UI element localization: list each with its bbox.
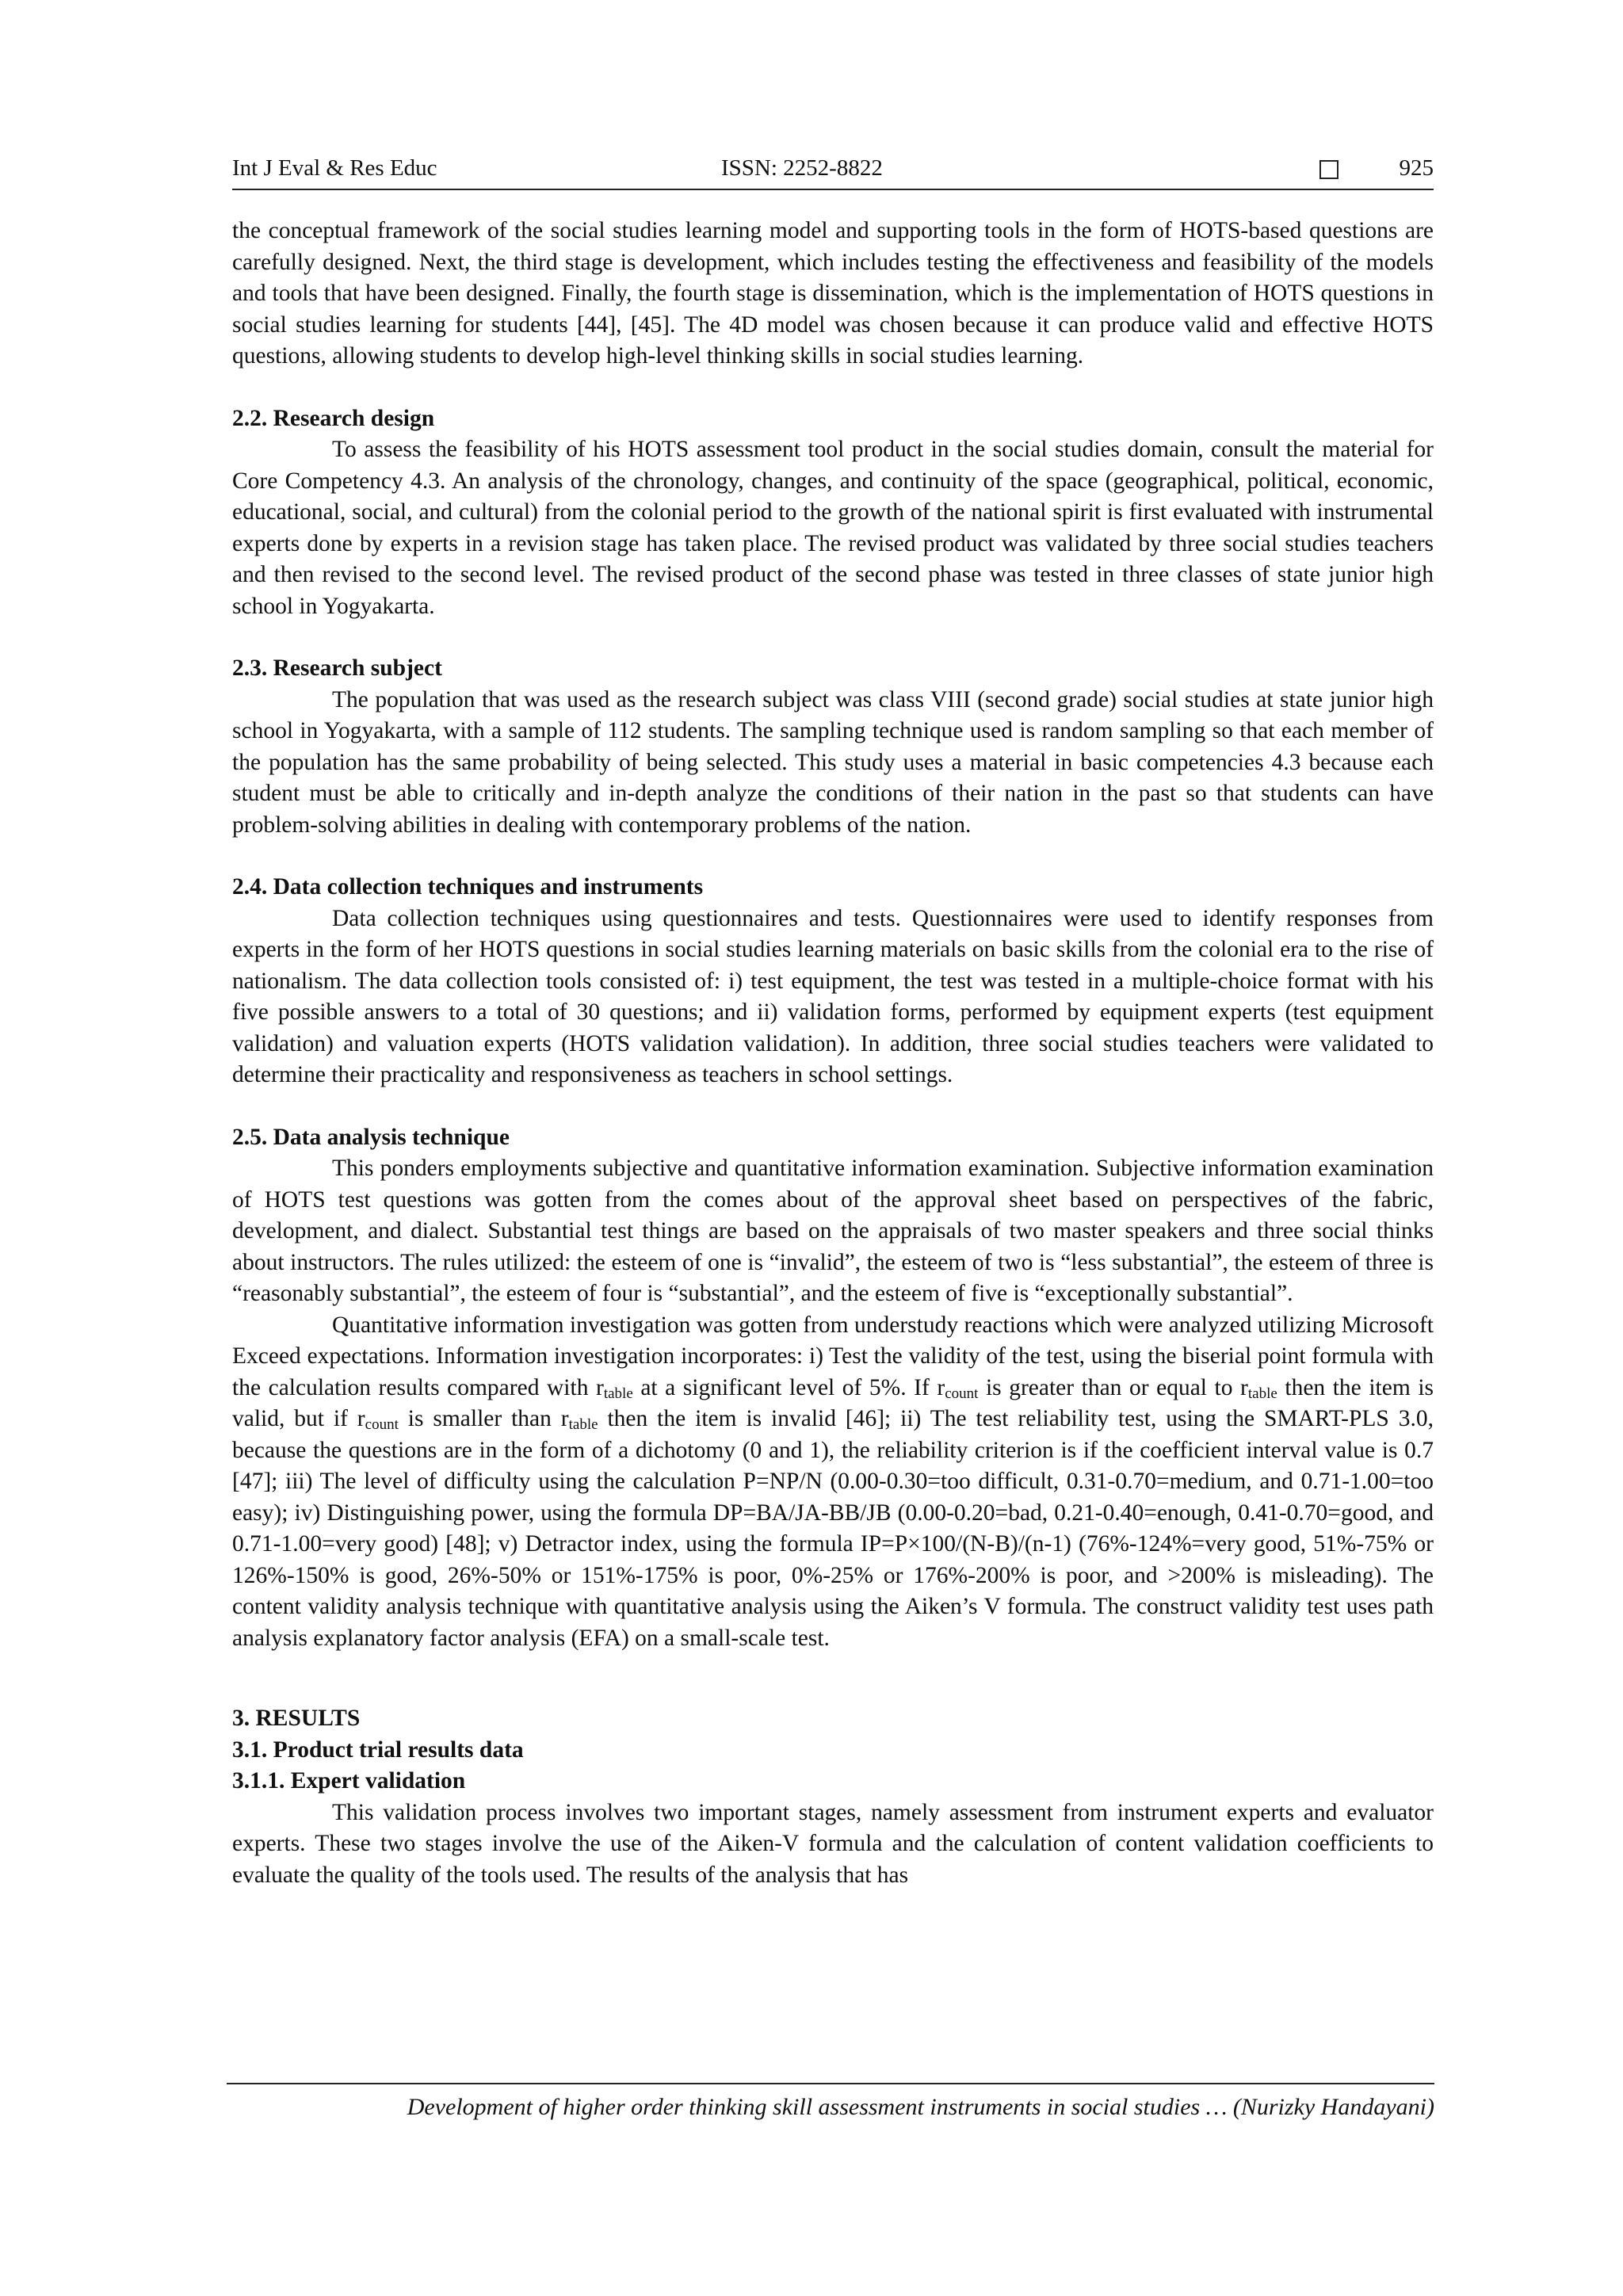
section-heading-research-subject: 2.3. Research subject (232, 655, 442, 681)
subscript: table (568, 1416, 598, 1433)
text-run: is greater than or equal to r (978, 1374, 1248, 1400)
subscript: count (945, 1385, 979, 1402)
running-footer: Development of higher order thinking skill assessment instruments in social studies … (Nurizky Handayani) (407, 2094, 1434, 2120)
checkbox-square-icon (1319, 160, 1338, 179)
data-analysis-paragraph-1: This ponders employments subjective and quantitative information examination. Subjective information examination of HOTS test questions was gotten from the comes about of the approval sheet based on perspectives of the fabric, development, and dialect. Substantial test things are based on the appraisals of two master speakers and three social thinks about instructors. The rules utilized: the esteem of one is “invalid”, the esteem of two is “less substantial”, the esteem of three is “reasonably substantial”, the esteem of four is “substantial”, and the esteem of five is “exceptionally substantial”. (232, 1156, 1434, 1306)
expert-validation-paragraph: This validation process involves two important stages, namely assessment from instrument experts and evaluator experts. These two stages involve the use of the Aiken-V formula and the calculation of content validation coefficients to evaluate the quality of the tools used. The results of the analysis that has (232, 1799, 1434, 1888)
section-heading-results: 3. RESULTS (232, 1706, 361, 1731)
intro-paragraph: the conceptual framework of the social studies learning model and supporting tools in the form of HOTS-based questions are carefully designed. Next, the third stage is development, which includes testing the effectiveness and feasibility of the models and tools that have been designed. Finally, the fourth stage is dissemination, which is the implementation of HOTS questions in social studies learning for students [44], [45]. The 4D model was chosen because it can produce valid and effective HOTS questions, allowing students to develop high-level thinking skills in social studies learning. (232, 218, 1434, 369)
subsection-heading-product-trial: 3.1. Product trial results data (232, 1736, 524, 1763)
subscript: count (365, 1416, 399, 1433)
text-run: Quantitative information investigation was gotten from understudy reactions which were analyzed utilizing Microsoft Exceed expectations. Information investigation incorporates: i) Test the validity of the test, using the biserial point formula with the calculation results compared with r (232, 1312, 1434, 1400)
research-design-paragraph: To assess the feasibility of his HOTS assessment tool product in the social studies domain, consult the material for Core Competency 4.3. An analysis of the chronology, changes, and continuity of the space (geographical, political, economic, educational, social, and cultural) from the colonial period to the growth of the national spirit is first evaluated with instrumental experts done by experts in a revision stage has taken place. The revised product was validated by three social studies teachers and then revised to the second level. The revised product of the second phase was tested in three classes of state junior high school in Yogyakarta. (232, 437, 1434, 619)
subscript: table (1247, 1385, 1277, 1402)
research-subject-paragraph: The population that was used as the research subject was class VIII (second grade) social studies at state junior high school in Yogyakarta, with a sample of 112 students. The sampling technique used is random sampling so that each member of the population has the same probability of being selected. This study uses a material in basic competencies 4.3 because each student must be able to critically and in-depth analyze the conditions of their nation in the past so that students can have problem-solving abilities in dealing with contemporary problems of the nation. (232, 686, 1434, 838)
issn: ISSN: 2252-8822 (721, 155, 883, 181)
running-header (232, 155, 1434, 190)
page-number: 925 (1399, 155, 1434, 181)
journal-name: Int J Eval & Res Educ (232, 155, 437, 181)
subscript: table (603, 1385, 633, 1402)
data-analysis-paragraph-2 (232, 1310, 1434, 1655)
text-run: then the item is invalid [46]; ii) The test reliability test, using the SMART-PLS 3.0, because the questions are in the form of a dichotomy (0 and 1), the reliability criterion is if the coefficient interval value is 0.7 [47]; iii) The level of difficulty using the calculation P=NP/N (0.00-0.30=too difficult, 0.31-0.70=medium, and 0.71-1.00=too easy); iv) Distinguishing power, using the formula DP=BA/JA-BB/JB (0.00-0.20=bad, 0.21-0.40=enough, 0.41-0.70=good, and 0.71-1.00=very good) [48]; v) Detractor index, using the formula IP=P×100/(N-B)/(n-1) (76%-124%=very good, 51%-75% or 126%-150% is good, 26%-50% or 151%-175% is poor, 0%-25% or 176%-200% is poor, and >200% is misleading). The content validity analysis technique with quantitative analysis using the Aiken’s V formula. The construct validity test uses path analysis explanatory factor analysis (EFA) on a small-scale test. (232, 1406, 1434, 1651)
text-run: at a significant level of 5%. If r (632, 1374, 945, 1400)
section-heading-research-design: 2.2. Research design (232, 405, 435, 431)
footer-divider (227, 2083, 1434, 2084)
section-heading-data-analysis: 2.5. Data analysis technique (232, 1124, 510, 1150)
data-collection-paragraph: Data collection techniques using questionnaires and tests. Questionnaires were used to identify responses from experts in the form of her HOTS questions in social studies learning materials on basic skills from the colonial era to the rise of nationalism. The data collection tools consisted of: i) test equipment, the test was tested in a multiple-choice format with his five possible answers to a total of 30 questions; and ii) validation forms, performed by equipment experts (test equipment validation) and valuation experts (HOTS validation validation). In addition, three social studies teachers were validated to determine their practicality and responsiveness as teachers in school settings. (232, 905, 1434, 1087)
text-run: then the item is valid, but if r (232, 1374, 1434, 1431)
section-heading-data-collection: 2.4. Data collection techniques and instruments (232, 874, 704, 900)
subsubsection-heading-expert-validation: 3.1.1. Expert validation (232, 1768, 466, 1794)
article-body (232, 216, 1434, 1891)
text-run: is smaller than r (398, 1406, 569, 1431)
